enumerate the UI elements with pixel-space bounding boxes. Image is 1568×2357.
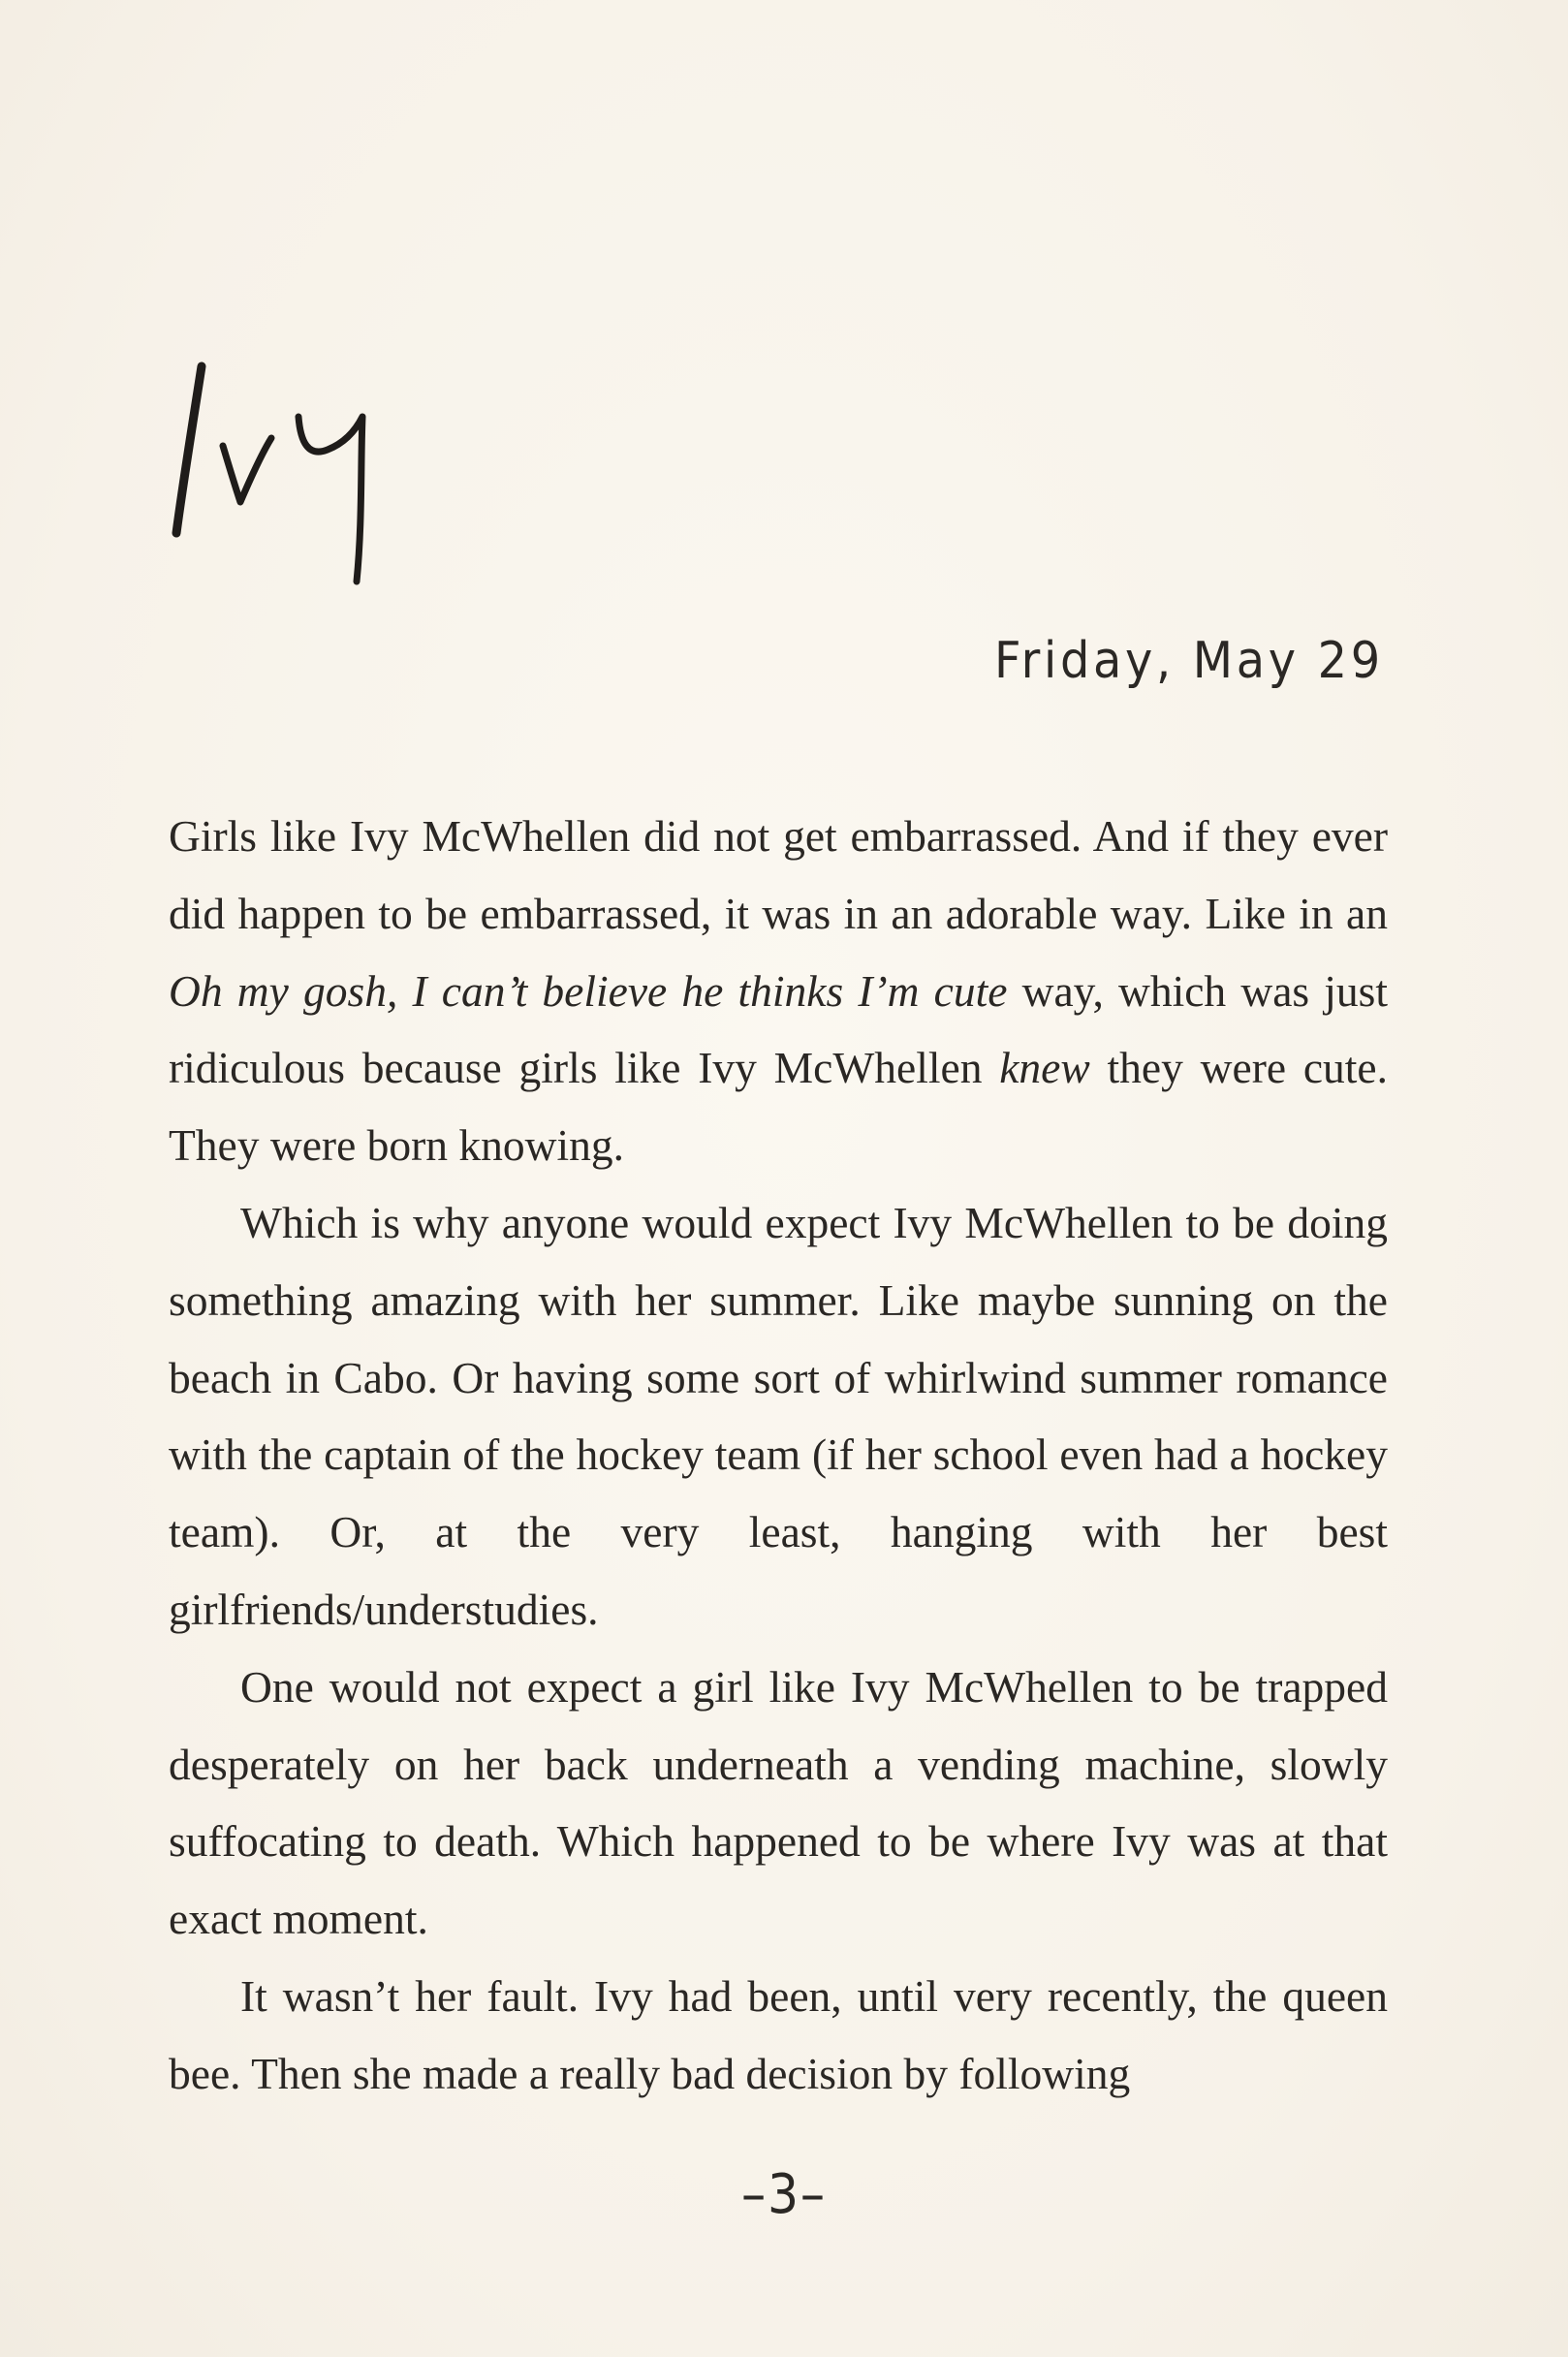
chapter-title-handwritten	[163, 349, 424, 611]
paragraph	[169, 798, 1388, 1184]
paragraph	[169, 1649, 1388, 1958]
body-text	[169, 798, 1388, 2113]
paragraph	[169, 1958, 1388, 2113]
text-run: way, which was just ridiculous because girls like Ivy McWhellen	[169, 965, 1389, 1093]
date-heading: Friday, May 29	[994, 632, 1384, 690]
paragraph	[169, 1184, 1388, 1649]
handwritten-ivy-logo	[163, 349, 424, 611]
page-number: –3–	[741, 2163, 827, 2226]
italic-run: Oh my gosh, I can’t believe he thinks I’m cute	[169, 965, 1008, 1016]
text-run: Girls like Ivy McWhellen did not get embarrassed. And if they ever did happen to be embarrassed, it was in an adorable way. Like in an	[169, 811, 1388, 938]
text-run: One would not expect a girl like Ivy McWhellen to be trapped desperately on her back underneath a vending machine, slowly suffocating to death. Which happened to be where Ivy was at that exact moment.	[169, 1661, 1388, 1944]
text-run: It wasn’t her fault. Ivy had been, until very recently, the queen bee. Then she made a really bad decision by following	[169, 1970, 1388, 2098]
text-run: they were cute. They were born knowing.	[169, 1043, 1388, 1171]
text-run: Which is why anyone would expect Ivy McWhellen to be doing something amazing with her summer. Like maybe sunning on the beach in Cabo. Or having some sort of whirlwind summer romance with the captain of the hockey team (if her school even had a hockey team). Or, at the very least, hanging with her best girlfriends/understudies.	[169, 1197, 1388, 1634]
italic-run: knew	[999, 1043, 1090, 1093]
chapter-title-text	[163, 611, 164, 612]
